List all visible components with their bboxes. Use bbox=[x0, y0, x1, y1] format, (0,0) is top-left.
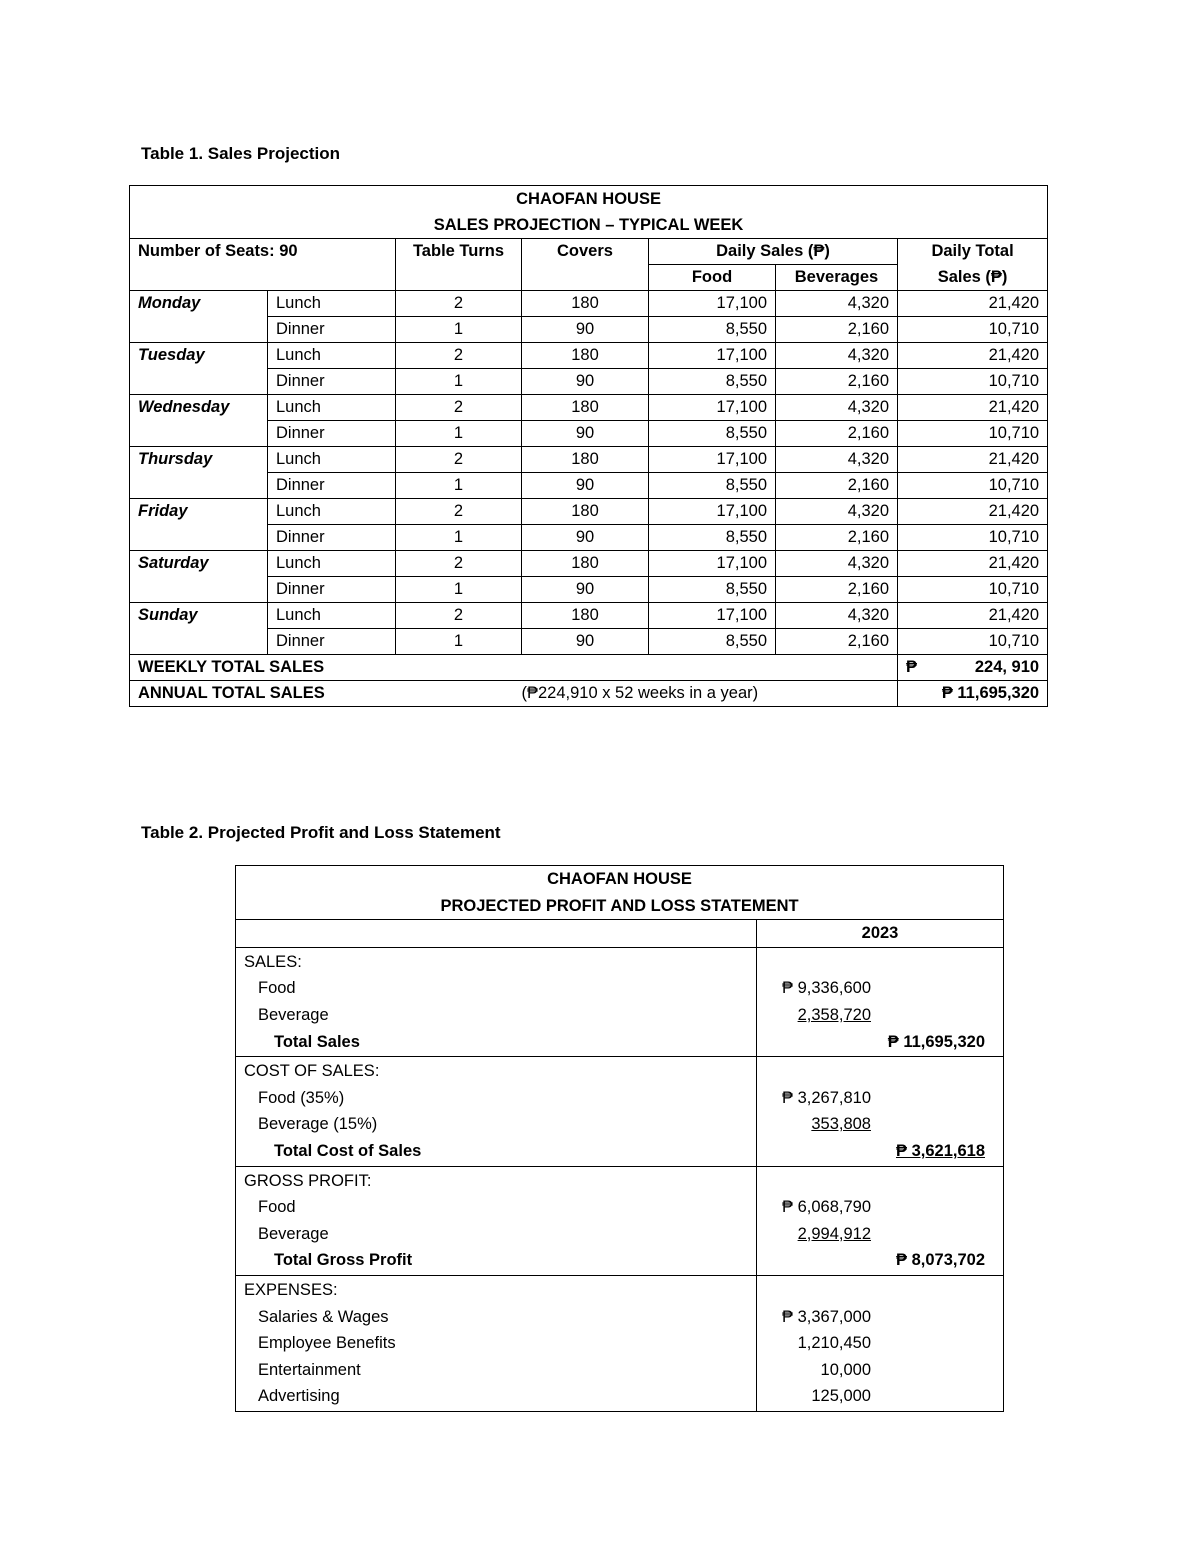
header-food: Food bbox=[649, 265, 776, 291]
annual-total-row bbox=[130, 681, 1048, 707]
meal-cell: Dinner bbox=[268, 369, 396, 395]
title-row bbox=[130, 186, 1048, 239]
section-labels bbox=[236, 947, 757, 1056]
line-item-amount: ₱ 3,367,000 bbox=[782, 1307, 871, 1326]
day-cell: Monday bbox=[130, 291, 268, 343]
section-amounts bbox=[757, 1057, 1004, 1166]
covers-cell: 180 bbox=[522, 291, 649, 317]
beverage-sales-cell: 4,320 bbox=[776, 603, 898, 629]
food-sales-cell: 17,100 bbox=[649, 447, 776, 473]
food-sales-cell: 8,550 bbox=[649, 317, 776, 343]
table-title bbox=[236, 866, 1004, 920]
title-line-1: CHAOFAN HOUSE bbox=[516, 190, 661, 208]
line-item-label: Entertainment bbox=[258, 1360, 361, 1379]
food-sales-cell: 17,100 bbox=[649, 499, 776, 525]
beverage-sales-cell: 4,320 bbox=[776, 291, 898, 317]
table-turns-cell: 1 bbox=[396, 473, 522, 499]
section-total-amount: ₱ 11,695,320 bbox=[887, 1032, 985, 1051]
daily-total-cell: 10,710 bbox=[898, 369, 1048, 395]
meal-cell: Lunch bbox=[268, 603, 396, 629]
beverage-sales-cell: 4,320 bbox=[776, 551, 898, 577]
meal-cell: Lunch bbox=[268, 447, 396, 473]
table-row bbox=[130, 603, 1048, 629]
table-turns-cell: 2 bbox=[396, 499, 522, 525]
annual-total-note: (₱224,910 x 52 weeks in a year) bbox=[522, 681, 898, 707]
covers-cell: 90 bbox=[522, 577, 649, 603]
section-heading-spacer bbox=[765, 1168, 995, 1195]
food-sales-cell: 8,550 bbox=[649, 629, 776, 655]
covers-cell: 180 bbox=[522, 343, 649, 369]
covers-cell: 90 bbox=[522, 473, 649, 499]
section-heading-spacer bbox=[765, 1058, 995, 1085]
header-daily-sales: Daily Sales (₱) bbox=[649, 239, 898, 265]
sales-projection-table bbox=[129, 185, 1048, 707]
weekly-total-cell bbox=[898, 655, 1048, 681]
line-item-amount-row bbox=[765, 1194, 995, 1221]
table-turns-cell: 2 bbox=[396, 291, 522, 317]
header-seats: Number of Seats: 90 bbox=[130, 239, 396, 291]
daily-total-cell: 10,710 bbox=[898, 577, 1048, 603]
beverage-sales-cell: 2,160 bbox=[776, 369, 898, 395]
food-sales-cell: 17,100 bbox=[649, 395, 776, 421]
table-row bbox=[130, 395, 1048, 421]
line-item-amount: 10,000 bbox=[820, 1360, 871, 1379]
meal-cell: Dinner bbox=[268, 577, 396, 603]
section-amounts bbox=[757, 1275, 1004, 1411]
line-item-label: Salaries & Wages bbox=[258, 1307, 389, 1326]
section-heading-spacer bbox=[765, 949, 995, 976]
title-line-2: PROJECTED PROFIT AND LOSS STATEMENT bbox=[440, 896, 799, 915]
annual-total-value: ₱ 11,695,320 bbox=[898, 681, 1048, 707]
covers-cell: 90 bbox=[522, 421, 649, 447]
line-item-label: Food bbox=[258, 1198, 296, 1217]
section-row bbox=[236, 1275, 1004, 1411]
table-row bbox=[130, 291, 1048, 317]
covers-cell: 90 bbox=[522, 369, 649, 395]
daily-total-cell: 21,420 bbox=[898, 447, 1048, 473]
line-item-amount: 2,994,912 bbox=[797, 1224, 871, 1243]
beverage-sales-cell: 2,160 bbox=[776, 577, 898, 603]
food-sales-cell: 8,550 bbox=[649, 421, 776, 447]
weekly-total-row bbox=[130, 655, 1048, 681]
covers-cell: 90 bbox=[522, 317, 649, 343]
section-labels bbox=[236, 1057, 757, 1166]
table-row bbox=[130, 499, 1048, 525]
table2-caption: Table 2. Projected Profit and Loss Statement bbox=[141, 823, 501, 842]
line-item-amount: 2,358,720 bbox=[797, 1005, 871, 1024]
line-item-amount-row bbox=[765, 1304, 995, 1331]
covers-cell: 180 bbox=[522, 447, 649, 473]
section-heading-spacer bbox=[765, 1277, 995, 1304]
line-item-label: Food (35%) bbox=[258, 1088, 345, 1107]
daily-total-cell: 10,710 bbox=[898, 525, 1048, 551]
meal-cell: Lunch bbox=[268, 343, 396, 369]
line-item-amount: ₱ 6,068,790 bbox=[782, 1198, 871, 1217]
title-line-1: CHAOFAN HOUSE bbox=[547, 870, 692, 888]
line-item-label: Beverage bbox=[258, 1224, 329, 1243]
section-row bbox=[236, 947, 1004, 1056]
daily-total-cell: 21,420 bbox=[898, 291, 1048, 317]
weekly-total-value: 224, 910 bbox=[974, 658, 1040, 676]
line-item-amount-row bbox=[765, 1111, 995, 1138]
daily-total-cell: 21,420 bbox=[898, 603, 1048, 629]
table-row bbox=[130, 629, 1048, 655]
table-row bbox=[130, 577, 1048, 603]
beverage-sales-cell: 4,320 bbox=[776, 447, 898, 473]
section-heading: COST OF SALES: bbox=[244, 1062, 380, 1081]
food-sales-cell: 17,100 bbox=[649, 291, 776, 317]
line-item-amount-row bbox=[765, 975, 995, 1002]
food-sales-cell: 17,100 bbox=[649, 551, 776, 577]
section-total-label: Total Sales bbox=[274, 1032, 360, 1051]
section-total-label: Total Cost of Sales bbox=[274, 1141, 422, 1160]
table-turns-cell: 1 bbox=[396, 629, 522, 655]
meal-cell: Lunch bbox=[268, 395, 396, 421]
line-item-label: Food bbox=[258, 979, 296, 998]
table-row bbox=[130, 473, 1048, 499]
table-row bbox=[130, 369, 1048, 395]
section-amounts bbox=[757, 947, 1004, 1056]
line-item-amount-row bbox=[765, 1383, 995, 1410]
line-item-amount-row bbox=[765, 1085, 995, 1112]
table-turns-cell: 2 bbox=[396, 447, 522, 473]
meal-cell: Dinner bbox=[268, 629, 396, 655]
meal-cell: Dinner bbox=[268, 473, 396, 499]
section-total-row bbox=[765, 1247, 995, 1274]
annual-total-label: ANNUAL TOTAL SALES bbox=[130, 681, 522, 707]
table-row bbox=[130, 421, 1048, 447]
header-daily-total-sales: Sales (₱) bbox=[898, 265, 1048, 291]
line-item-amount: 1,210,450 bbox=[797, 1334, 871, 1353]
header-row-1 bbox=[130, 239, 1048, 265]
covers-cell: 180 bbox=[522, 551, 649, 577]
day-cell: Thursday bbox=[130, 447, 268, 499]
covers-cell: 180 bbox=[522, 499, 649, 525]
daily-total-cell: 10,710 bbox=[898, 317, 1048, 343]
meal-cell: Dinner bbox=[268, 317, 396, 343]
section-labels bbox=[236, 1275, 757, 1411]
line-item-amount: ₱ 3,267,810 bbox=[782, 1088, 871, 1107]
section-row bbox=[236, 1057, 1004, 1166]
section-total-amount: ₱ 3,621,618 bbox=[896, 1141, 985, 1160]
section-heading: GROSS PROFIT: bbox=[244, 1171, 372, 1190]
line-item-amount-row bbox=[765, 1357, 995, 1384]
daily-total-cell: 10,710 bbox=[898, 473, 1048, 499]
weekly-total-currency: ₱ bbox=[906, 658, 918, 676]
food-sales-cell: 8,550 bbox=[649, 473, 776, 499]
daily-total-cell: 21,420 bbox=[898, 343, 1048, 369]
table-row bbox=[130, 551, 1048, 577]
beverage-sales-cell: 4,320 bbox=[776, 395, 898, 421]
section-heading: EXPENSES: bbox=[244, 1280, 338, 1299]
covers-cell: 180 bbox=[522, 603, 649, 629]
daily-total-cell: 21,420 bbox=[898, 499, 1048, 525]
food-sales-cell: 8,550 bbox=[649, 525, 776, 551]
weekly-total-label: WEEKLY TOTAL SALES bbox=[130, 655, 898, 681]
header-covers: Covers bbox=[522, 239, 649, 291]
line-item-amount: 125,000 bbox=[811, 1387, 871, 1406]
day-cell: Wednesday bbox=[130, 395, 268, 447]
table-turns-cell: 1 bbox=[396, 369, 522, 395]
year-header: 2023 bbox=[757, 920, 1004, 948]
covers-cell: 90 bbox=[522, 525, 649, 551]
line-item-label: Advertising bbox=[258, 1387, 340, 1406]
table-row bbox=[130, 447, 1048, 473]
covers-cell: 90 bbox=[522, 629, 649, 655]
beverage-sales-cell: 2,160 bbox=[776, 629, 898, 655]
daily-total-cell: 21,420 bbox=[898, 551, 1048, 577]
beverage-sales-cell: 2,160 bbox=[776, 421, 898, 447]
title-line-2: SALES PROJECTION – TYPICAL WEEK bbox=[433, 216, 744, 234]
day-cell: Sunday bbox=[130, 603, 268, 655]
section-total-label: Total Gross Profit bbox=[274, 1251, 413, 1270]
beverage-sales-cell: 2,160 bbox=[776, 317, 898, 343]
covers-cell: 180 bbox=[522, 395, 649, 421]
line-item-amount-row bbox=[765, 1330, 995, 1357]
table-title bbox=[130, 186, 1048, 239]
meal-cell: Dinner bbox=[268, 421, 396, 447]
section-total-row bbox=[765, 1029, 995, 1056]
meal-cell: Lunch bbox=[268, 551, 396, 577]
section-total-row bbox=[765, 1138, 995, 1165]
food-sales-cell: 17,100 bbox=[649, 343, 776, 369]
header-table-turns: Table Turns bbox=[396, 239, 522, 291]
table-row bbox=[130, 317, 1048, 343]
beverage-sales-cell: 4,320 bbox=[776, 343, 898, 369]
profit-loss-table bbox=[235, 865, 1004, 1412]
header-daily-total: Daily Total bbox=[898, 239, 1048, 265]
header-beverages: Beverages bbox=[776, 265, 898, 291]
table-turns-cell: 2 bbox=[396, 551, 522, 577]
year-row bbox=[236, 920, 1004, 948]
line-item-label: Beverage bbox=[258, 1005, 329, 1024]
food-sales-cell: 17,100 bbox=[649, 603, 776, 629]
beverage-sales-cell: 2,160 bbox=[776, 473, 898, 499]
section-row bbox=[236, 1166, 1004, 1275]
beverage-sales-cell: 2,160 bbox=[776, 525, 898, 551]
table-row bbox=[130, 343, 1048, 369]
table-row bbox=[130, 525, 1048, 551]
table-turns-cell: 2 bbox=[396, 343, 522, 369]
year-blank bbox=[236, 920, 757, 948]
table1-caption: Table 1. Sales Projection bbox=[141, 144, 341, 163]
title-row bbox=[236, 866, 1004, 920]
daily-total-cell: 21,420 bbox=[898, 395, 1048, 421]
line-item-label: Employee Benefits bbox=[258, 1334, 396, 1353]
table-turns-cell: 1 bbox=[396, 421, 522, 447]
meal-cell: Dinner bbox=[268, 525, 396, 551]
line-item-amount-row bbox=[765, 1221, 995, 1248]
table-turns-cell: 1 bbox=[396, 577, 522, 603]
line-item-amount: ₱ 9,336,600 bbox=[782, 979, 871, 998]
beverage-sales-cell: 4,320 bbox=[776, 499, 898, 525]
food-sales-cell: 8,550 bbox=[649, 577, 776, 603]
section-amounts bbox=[757, 1166, 1004, 1275]
table-turns-cell: 1 bbox=[396, 317, 522, 343]
daily-total-cell: 10,710 bbox=[898, 421, 1048, 447]
table-turns-cell: 2 bbox=[396, 603, 522, 629]
line-item-label: Beverage (15%) bbox=[258, 1115, 378, 1134]
line-item-amount: 353,808 bbox=[811, 1115, 871, 1134]
section-heading: SALES: bbox=[244, 952, 302, 971]
section-total-amount: ₱ 8,073,702 bbox=[896, 1251, 985, 1270]
day-cell: Tuesday bbox=[130, 343, 268, 395]
table-turns-cell: 2 bbox=[396, 395, 522, 421]
table-turns-cell: 1 bbox=[396, 525, 522, 551]
day-cell: Friday bbox=[130, 499, 268, 551]
meal-cell: Lunch bbox=[268, 291, 396, 317]
daily-total-cell: 10,710 bbox=[898, 629, 1048, 655]
section-labels bbox=[236, 1166, 757, 1275]
meal-cell: Lunch bbox=[268, 499, 396, 525]
food-sales-cell: 8,550 bbox=[649, 369, 776, 395]
day-cell: Saturday bbox=[130, 551, 268, 603]
line-item-amount-row bbox=[765, 1002, 995, 1029]
